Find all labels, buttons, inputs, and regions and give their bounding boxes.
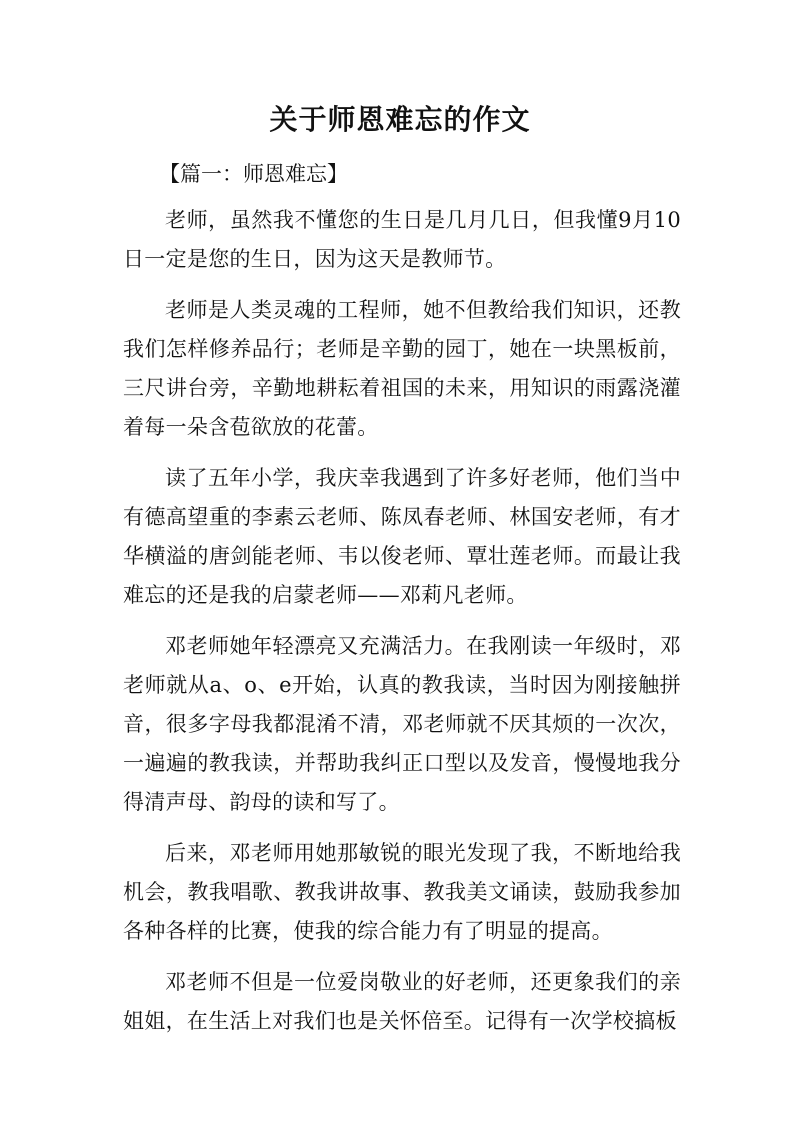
- document-title: 关于师恩难忘的作文: [269, 103, 531, 136]
- paragraph-3: 读了五年小学，我庆幸我遇到了许多好老师，他们当中有德高望重的李素云老师、陈凤春老师、林国安老师，有才华横溢的唐剑能老师、韦以俊老师、覃壮莲老师。而最让我难忘的还是我的启蒙老师——邓莉凡老师。: [123, 466, 681, 607]
- paragraph-6: 邓老师不但是一位爱岗敬业的好老师，还更象我们的亲姐姐，在生活上对我们也是关怀倍至。记得有一次学校搞板: [123, 970, 681, 1033]
- paragraph-1: 老师，虽然我不懂您的生日是几月几日，但我懂9月10日一定是您的生日，因为这天是教师节。: [123, 208, 681, 271]
- paragraph-5: 后来，邓老师用她那敏锐的眼光发现了我，不断地给我机会，教我唱歌、教我讲故事、教我美文诵读，鼓励我参加各种各样的比赛，使我的综合能力有了明显的提高。: [123, 841, 681, 943]
- section-heading: 【篇一：师恩难忘】: [159, 162, 348, 186]
- article-body: [123, 201, 681, 1053]
- paragraph-4: 邓老师她年轻漂亮又充满活力。在我刚读一年级时，邓老师就从a、o、e开始，认真的教我读，当时因为刚接触拼音，很多字母我都混淆不清，邓老师就不厌其烦的一次次，一遍遍的教我读，并帮助我纠正口型以及发音，慢慢地我分得清声母、韵母的读和写了。: [123, 634, 681, 814]
- paragraph-2: 老师是人类灵魂的工程师，她不但教给我们知识，还教我们怎样修养品行；老师是辛勤的园丁，她在一块黑板前，三尺讲台旁，辛勤地耕耘着祖国的未来，用知识的雨露浇灌着每一朵含苞欲放的花蕾。: [123, 298, 681, 439]
